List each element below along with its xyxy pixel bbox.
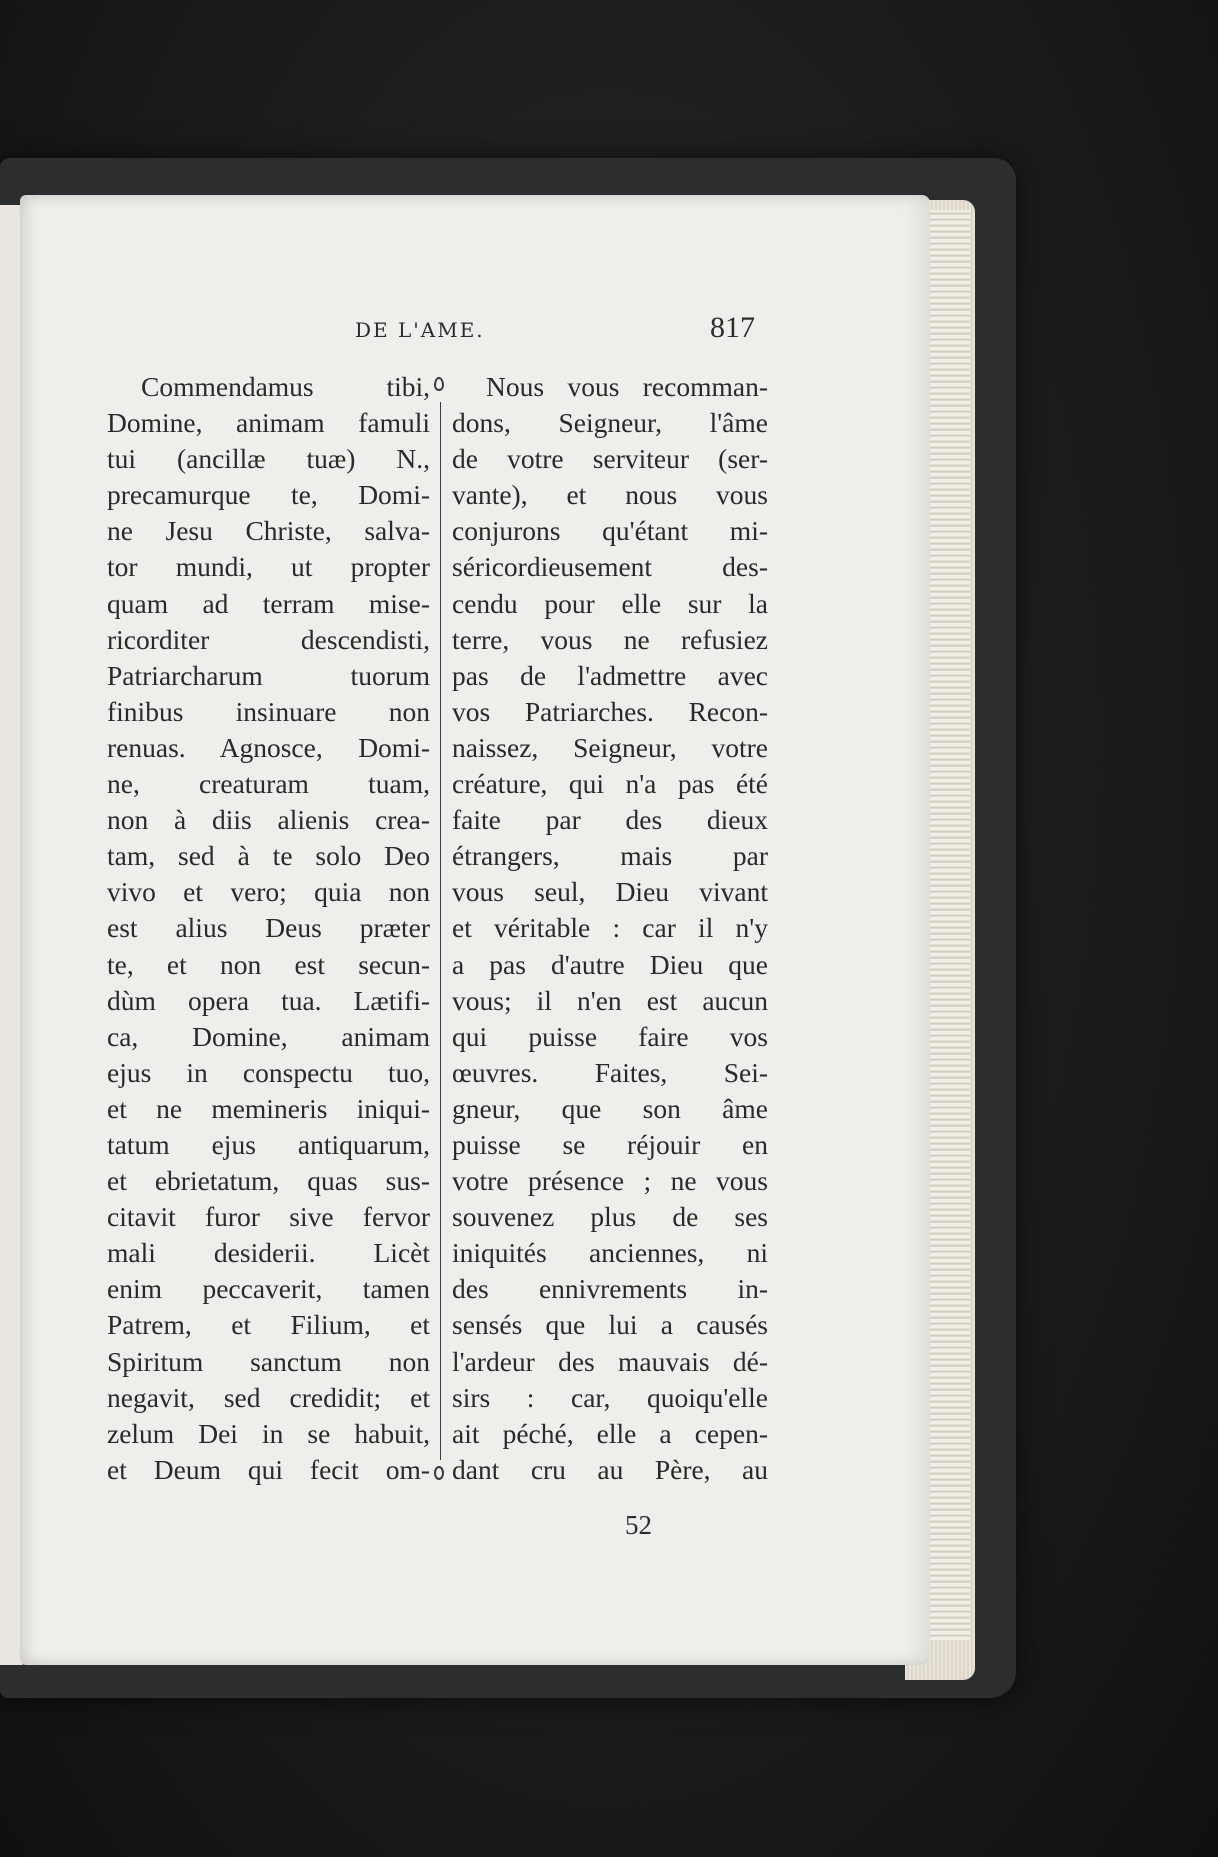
text-line: Nous vous recomman- bbox=[486, 371, 768, 402]
text-line: vous; il n'en est aucun bbox=[452, 984, 768, 1016]
text-line: te, et non est secun- bbox=[107, 948, 430, 980]
text-line: vous seul, Dieu vivant bbox=[452, 876, 768, 908]
signature-mark: 52 bbox=[625, 1510, 652, 1540]
text-line: votre présence ; ne vous bbox=[452, 1165, 768, 1197]
text-line: étrangers, mais par bbox=[452, 840, 768, 872]
text-line: qui puisse faire vos bbox=[452, 1020, 768, 1052]
text-line: tui (ancillæ tuæ) N., bbox=[107, 443, 430, 475]
text-line: vos Patriarches. Recon- bbox=[452, 695, 768, 727]
text-line: terre, vous ne refusiez bbox=[452, 623, 768, 655]
text-line: faite par des dieux bbox=[452, 804, 768, 836]
text-line: vante), et nous vous bbox=[452, 479, 768, 511]
text-line: tam, sed à te solo Deo bbox=[107, 840, 430, 872]
text-line: ejus in conspectu tuo, bbox=[107, 1056, 430, 1088]
text-line: et Deum qui fecit om- bbox=[107, 1453, 430, 1485]
text-line: ricorditer descendisti, bbox=[107, 623, 430, 655]
text-line: gneur, que son âme bbox=[452, 1092, 768, 1124]
text-line: Spiritum sanctum non bbox=[107, 1345, 430, 1377]
text-line: et ne memineris iniqui- bbox=[107, 1092, 430, 1124]
text-line: tor mundi, ut propter bbox=[107, 551, 430, 583]
text-line: souvenez plus de ses bbox=[452, 1201, 768, 1233]
text-line: puisse se réjouir en bbox=[452, 1128, 768, 1160]
text-line: Patriarcharum tuorum bbox=[107, 659, 430, 691]
text-line: ait péché, elle a cepen- bbox=[452, 1417, 768, 1449]
text-line: citavit furor sive fervor bbox=[107, 1201, 430, 1233]
text-line: non à diis alienis crea- bbox=[107, 804, 430, 836]
text-line: conjurons qu'étant mi- bbox=[452, 515, 768, 547]
french-column bbox=[452, 369, 768, 1488]
text-line: est alius Deus præter bbox=[107, 912, 430, 944]
text-line: et ebrietatum, quas sus- bbox=[107, 1165, 430, 1197]
column-divider-top-ornament bbox=[434, 377, 444, 391]
text-line: dant cru au Père, au bbox=[452, 1453, 768, 1485]
text-line: l'ardeur des mauvais dé- bbox=[452, 1345, 768, 1377]
text-line: Commendamus tibi, bbox=[141, 371, 430, 402]
running-head: DE L'AME. bbox=[355, 318, 485, 342]
text-line: finibus insinuare non bbox=[107, 695, 430, 727]
text-line: renuas. Agnosce, Domi- bbox=[107, 731, 430, 763]
text-line: de votre serviteur (ser- bbox=[452, 443, 768, 475]
page-edges-stack bbox=[925, 210, 970, 1640]
text-line: sirs : car, quoiqu'elle bbox=[452, 1381, 768, 1413]
column-divider-bottom-ornament bbox=[434, 1466, 444, 1480]
text-line: œuvres. Faites, Sei- bbox=[452, 1056, 768, 1088]
text-line: séricordieusement des- bbox=[452, 551, 768, 583]
text-line: mali desiderii. Licèt bbox=[107, 1237, 430, 1269]
page-number: 817 bbox=[710, 311, 755, 344]
text-line: a pas d'autre Dieu que bbox=[452, 948, 768, 980]
text-line: ne, creaturam tuam, bbox=[107, 768, 430, 800]
text-line: et véritable : car il n'y bbox=[452, 912, 768, 944]
text-line: tatum ejus antiquarum, bbox=[107, 1128, 430, 1160]
text-line: vivo et vero; quia non bbox=[107, 876, 430, 908]
text-line: sensés que lui a causés bbox=[452, 1309, 768, 1341]
text-line: enim peccaverit, tamen bbox=[107, 1273, 430, 1305]
text-line: créature, qui n'a pas été bbox=[452, 768, 768, 800]
text-line: pas de l'admettre avec bbox=[452, 659, 768, 691]
text-line: Patrem, et Filium, et bbox=[107, 1309, 430, 1341]
text-line: Domine, animam famuli bbox=[107, 407, 430, 439]
text-line: dons, Seigneur, l'âme bbox=[452, 407, 768, 439]
text-line: precamurque te, Domi- bbox=[107, 479, 430, 511]
text-line: ca, Domine, animam bbox=[107, 1020, 430, 1052]
text-line: naissez, Seigneur, votre bbox=[452, 731, 768, 763]
text-line: dùm opera tua. Lætifi- bbox=[107, 984, 430, 1016]
text-line: ne Jesu Christe, salva- bbox=[107, 515, 430, 547]
text-line: quam ad terram mise- bbox=[107, 587, 430, 619]
latin-column bbox=[107, 369, 430, 1488]
text-line: cendu pour elle sur la bbox=[452, 587, 768, 619]
text-line: des ennivrements in- bbox=[452, 1273, 768, 1305]
column-divider bbox=[440, 402, 441, 1460]
text-line: iniquités anciennes, ni bbox=[452, 1237, 768, 1269]
text-line: negavit, sed credidit; et bbox=[107, 1381, 430, 1413]
text-line: zelum Dei in se habuit, bbox=[107, 1417, 430, 1449]
